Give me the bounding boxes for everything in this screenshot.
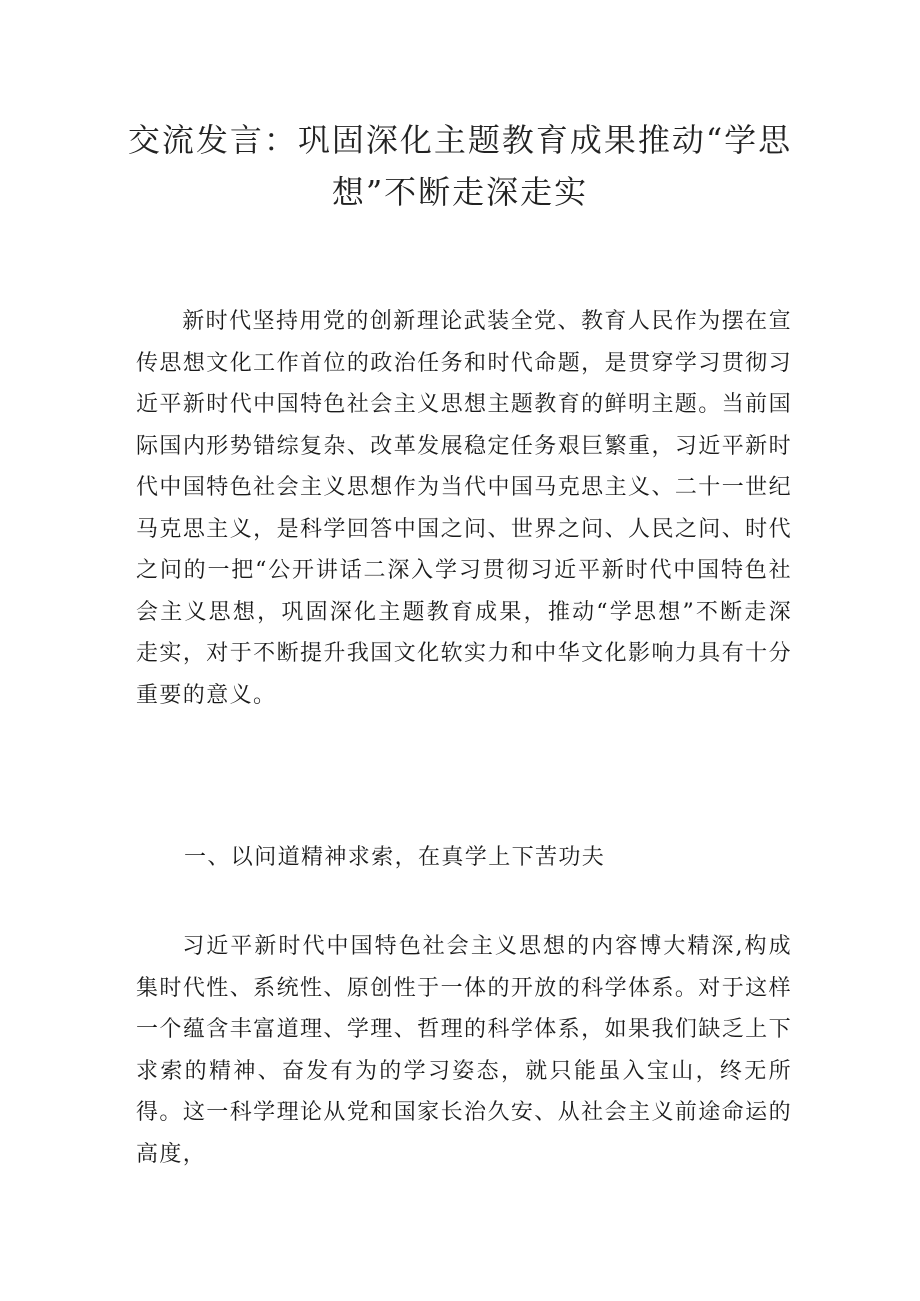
intro-paragraph: 新时代坚持用党的创新理论武装全党、教育人民作为摆在宣传思想文化工作首位的政治任务和时代命题，是贯穿学习贯彻习近平新时代中国特色社会主义思想主题教育的鲜明主题。当前国际国内形势错综复杂、改革发展稳定任务艰巨繁重，习近平新时代中国特色社会主义思想作为当代中国马克思主义、二十一世纪马克思主义，是科学回答中国之问、世界之问、人民之问、时代之问的一把“公开讲话二深入学习贯彻习近平新时代中国特色社会主义思想，巩固深化主题教育成果，推动“学思想”不断走深走实，对于不断提升我国文化软实力和中华文化影响力具有十分重要的意义。 <box>136 309 792 708</box>
section-heading: 一、以问道精神求索，在真学上下苦功夫 <box>184 845 606 870</box>
document-title: 交流发言：巩固深化主题教育成果推动“学思想”不断走深走实 <box>127 121 793 211</box>
section-paragraph: 习近平新时代中国特色社会主义思想的内容博大精深,构成集时代性、系统性、原创性于一体的开放的科学体系。对于这样一个蕴含丰富道理、学理、哲理的科学体系，如果我们缺乏上下求索的精神、奋发有为的学习姿态，就只能虽入宝山，终无所得。这一科学理论从党和国家长治久安、从社会主义前途命运的高度， <box>136 934 792 1167</box>
